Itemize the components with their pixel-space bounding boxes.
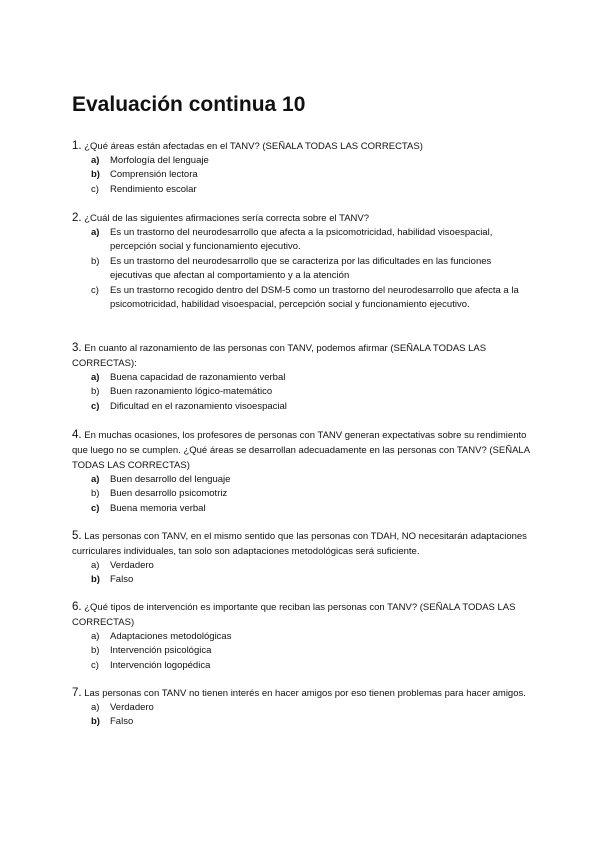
- question-number: 5.: [72, 530, 82, 542]
- option-b: [72, 255, 530, 284]
- options-list: [72, 226, 530, 312]
- option-c: [72, 183, 530, 197]
- option-text: Dificultad en el razonamiento visoespacial: [110, 400, 287, 412]
- option-a: [72, 473, 530, 487]
- option-text: Buen razonamiento lógico-matemático: [110, 386, 273, 398]
- question-number: 4.: [72, 429, 82, 441]
- option-a: [72, 630, 530, 644]
- page-title: Evaluación continua 10: [72, 93, 306, 116]
- option-text: Es un trastorno del neurodesarrollo que afecta a la psicomotricidad, habilidad visoespacial, percepción social y funcionamiento ejecutivo.: [110, 227, 493, 253]
- option-c: [72, 284, 530, 313]
- option-letter: a): [91, 227, 100, 238]
- option-b: [72, 487, 530, 501]
- options-list: [72, 701, 530, 730]
- option-c: [72, 659, 530, 673]
- question-text: 5. Las personas con TANV, en el mismo sentido que las personas con TDAH, NO necesitarán adaptaciones curriculares individuales, tan solo son adaptaciones metodológicas será suficiente.: [72, 530, 527, 557]
- option-text: Morfología del lenguaje: [110, 155, 209, 166]
- option-a: [72, 226, 530, 255]
- options-list: [72, 473, 530, 516]
- option-letter: a): [91, 702, 100, 713]
- question-3: [72, 341, 530, 414]
- option-b: [72, 573, 530, 587]
- question-text: 4. En muchas ocasiones, los profesores de personas con TANV generan expectativas sobre su rendimiento que luego no se cumplen. ¿Qué áreas se desarrollan adecuadamente en las personas con TANV? (SEÑALA TODAS LAS CORRECTAS): [72, 429, 530, 471]
- question-number: 3.: [72, 342, 82, 354]
- question-text: 6. ¿Qué tipos de intervención es importante que reciban las personas con TANV? (SEÑALA TODAS LAS CORRECTAS): [72, 601, 516, 628]
- question-text: 3. En cuanto al razonamiento de las personas con TANV, podemos afirmar (SEÑALA TODAS LAS CORRECTAS):: [72, 342, 487, 369]
- option-text: Rendimiento escolar: [110, 183, 197, 195]
- options-list: [72, 154, 530, 197]
- options-list: [72, 371, 530, 414]
- question-5: [72, 529, 530, 588]
- option-c: [72, 400, 530, 414]
- option-letter: c): [91, 400, 100, 412]
- option-c: [72, 502, 530, 516]
- option-letter: a): [91, 372, 100, 383]
- question-text: 7. Las personas con TANV no tienen interés en hacer amigos por eso tienen problemas para hacer amigos.: [72, 687, 526, 699]
- question-number: 2.: [72, 212, 82, 224]
- question-4: [72, 428, 530, 516]
- option-text: Es un trastorno recogido dentro del DSM-5 como un trastorno del neurodesarrollo que afecta a la psicomotricidad, habilidad visoespacial, percepción social y funcionamiento ejecutivo.: [110, 284, 519, 311]
- question-2: [72, 211, 530, 312]
- option-letter: a): [91, 560, 100, 571]
- option-letter: a): [91, 155, 100, 166]
- option-b: [72, 385, 530, 399]
- option-letter: c): [91, 183, 99, 195]
- option-b: [72, 168, 530, 182]
- option-text: Intervención logopédica: [110, 659, 211, 671]
- option-letter: b): [91, 386, 100, 398]
- option-text: Verdadero: [110, 560, 154, 571]
- option-text: Intervención psicológica: [110, 645, 212, 657]
- option-letter: b): [91, 488, 100, 500]
- option-text: Buen desarrollo del lenguaje: [110, 474, 231, 485]
- options-list: [72, 630, 530, 673]
- option-letter: b): [91, 716, 100, 728]
- option-letter: a): [91, 474, 100, 485]
- option-letter: b): [91, 574, 100, 586]
- option-a: [72, 701, 530, 715]
- option-text: Buena capacidad de razonamiento verbal: [110, 372, 286, 383]
- option-letter: c): [91, 502, 100, 514]
- option-text: Verdadero: [110, 702, 154, 713]
- question-text: 2. ¿Cuál de las siguientes afirmaciones sería correcta sobre el TANV?: [72, 212, 370, 224]
- option-a: [72, 154, 530, 168]
- option-text: Adaptaciones metodológicas: [110, 631, 232, 642]
- option-text: Comprensión lectora: [110, 169, 198, 181]
- options-list: [72, 559, 530, 588]
- option-text: Buen desarrollo psicomotriz: [110, 488, 228, 500]
- option-a: [72, 371, 530, 385]
- option-text: Falso: [110, 574, 134, 586]
- question-text: 1. ¿Qué áreas están afectadas en el TANV? (SEÑALA TODAS LAS CORRECTAS): [72, 140, 423, 152]
- question-number: 6.: [72, 601, 82, 613]
- option-b: [72, 644, 530, 658]
- option-letter: a): [91, 631, 100, 642]
- question-7: [72, 686, 530, 730]
- option-text: Buena memoria verbal: [110, 502, 206, 514]
- option-text: Falso: [110, 716, 134, 728]
- question-number: 1.: [72, 140, 82, 152]
- option-letter: c): [91, 284, 99, 296]
- option-letter: b): [91, 645, 100, 657]
- option-text: Es un trastorno del neurodesarrollo que se caracteriza por las dificultades en las funciones ejecutivas que afectan al comportamiento y a la atención: [110, 255, 492, 282]
- question-1: [72, 139, 530, 197]
- option-b: [72, 715, 530, 729]
- option-letter: c): [91, 659, 99, 671]
- option-letter: b): [91, 255, 100, 267]
- question-number: 7.: [72, 687, 82, 699]
- question-6: [72, 600, 530, 673]
- option-a: [72, 559, 530, 573]
- option-letter: b): [91, 169, 100, 181]
